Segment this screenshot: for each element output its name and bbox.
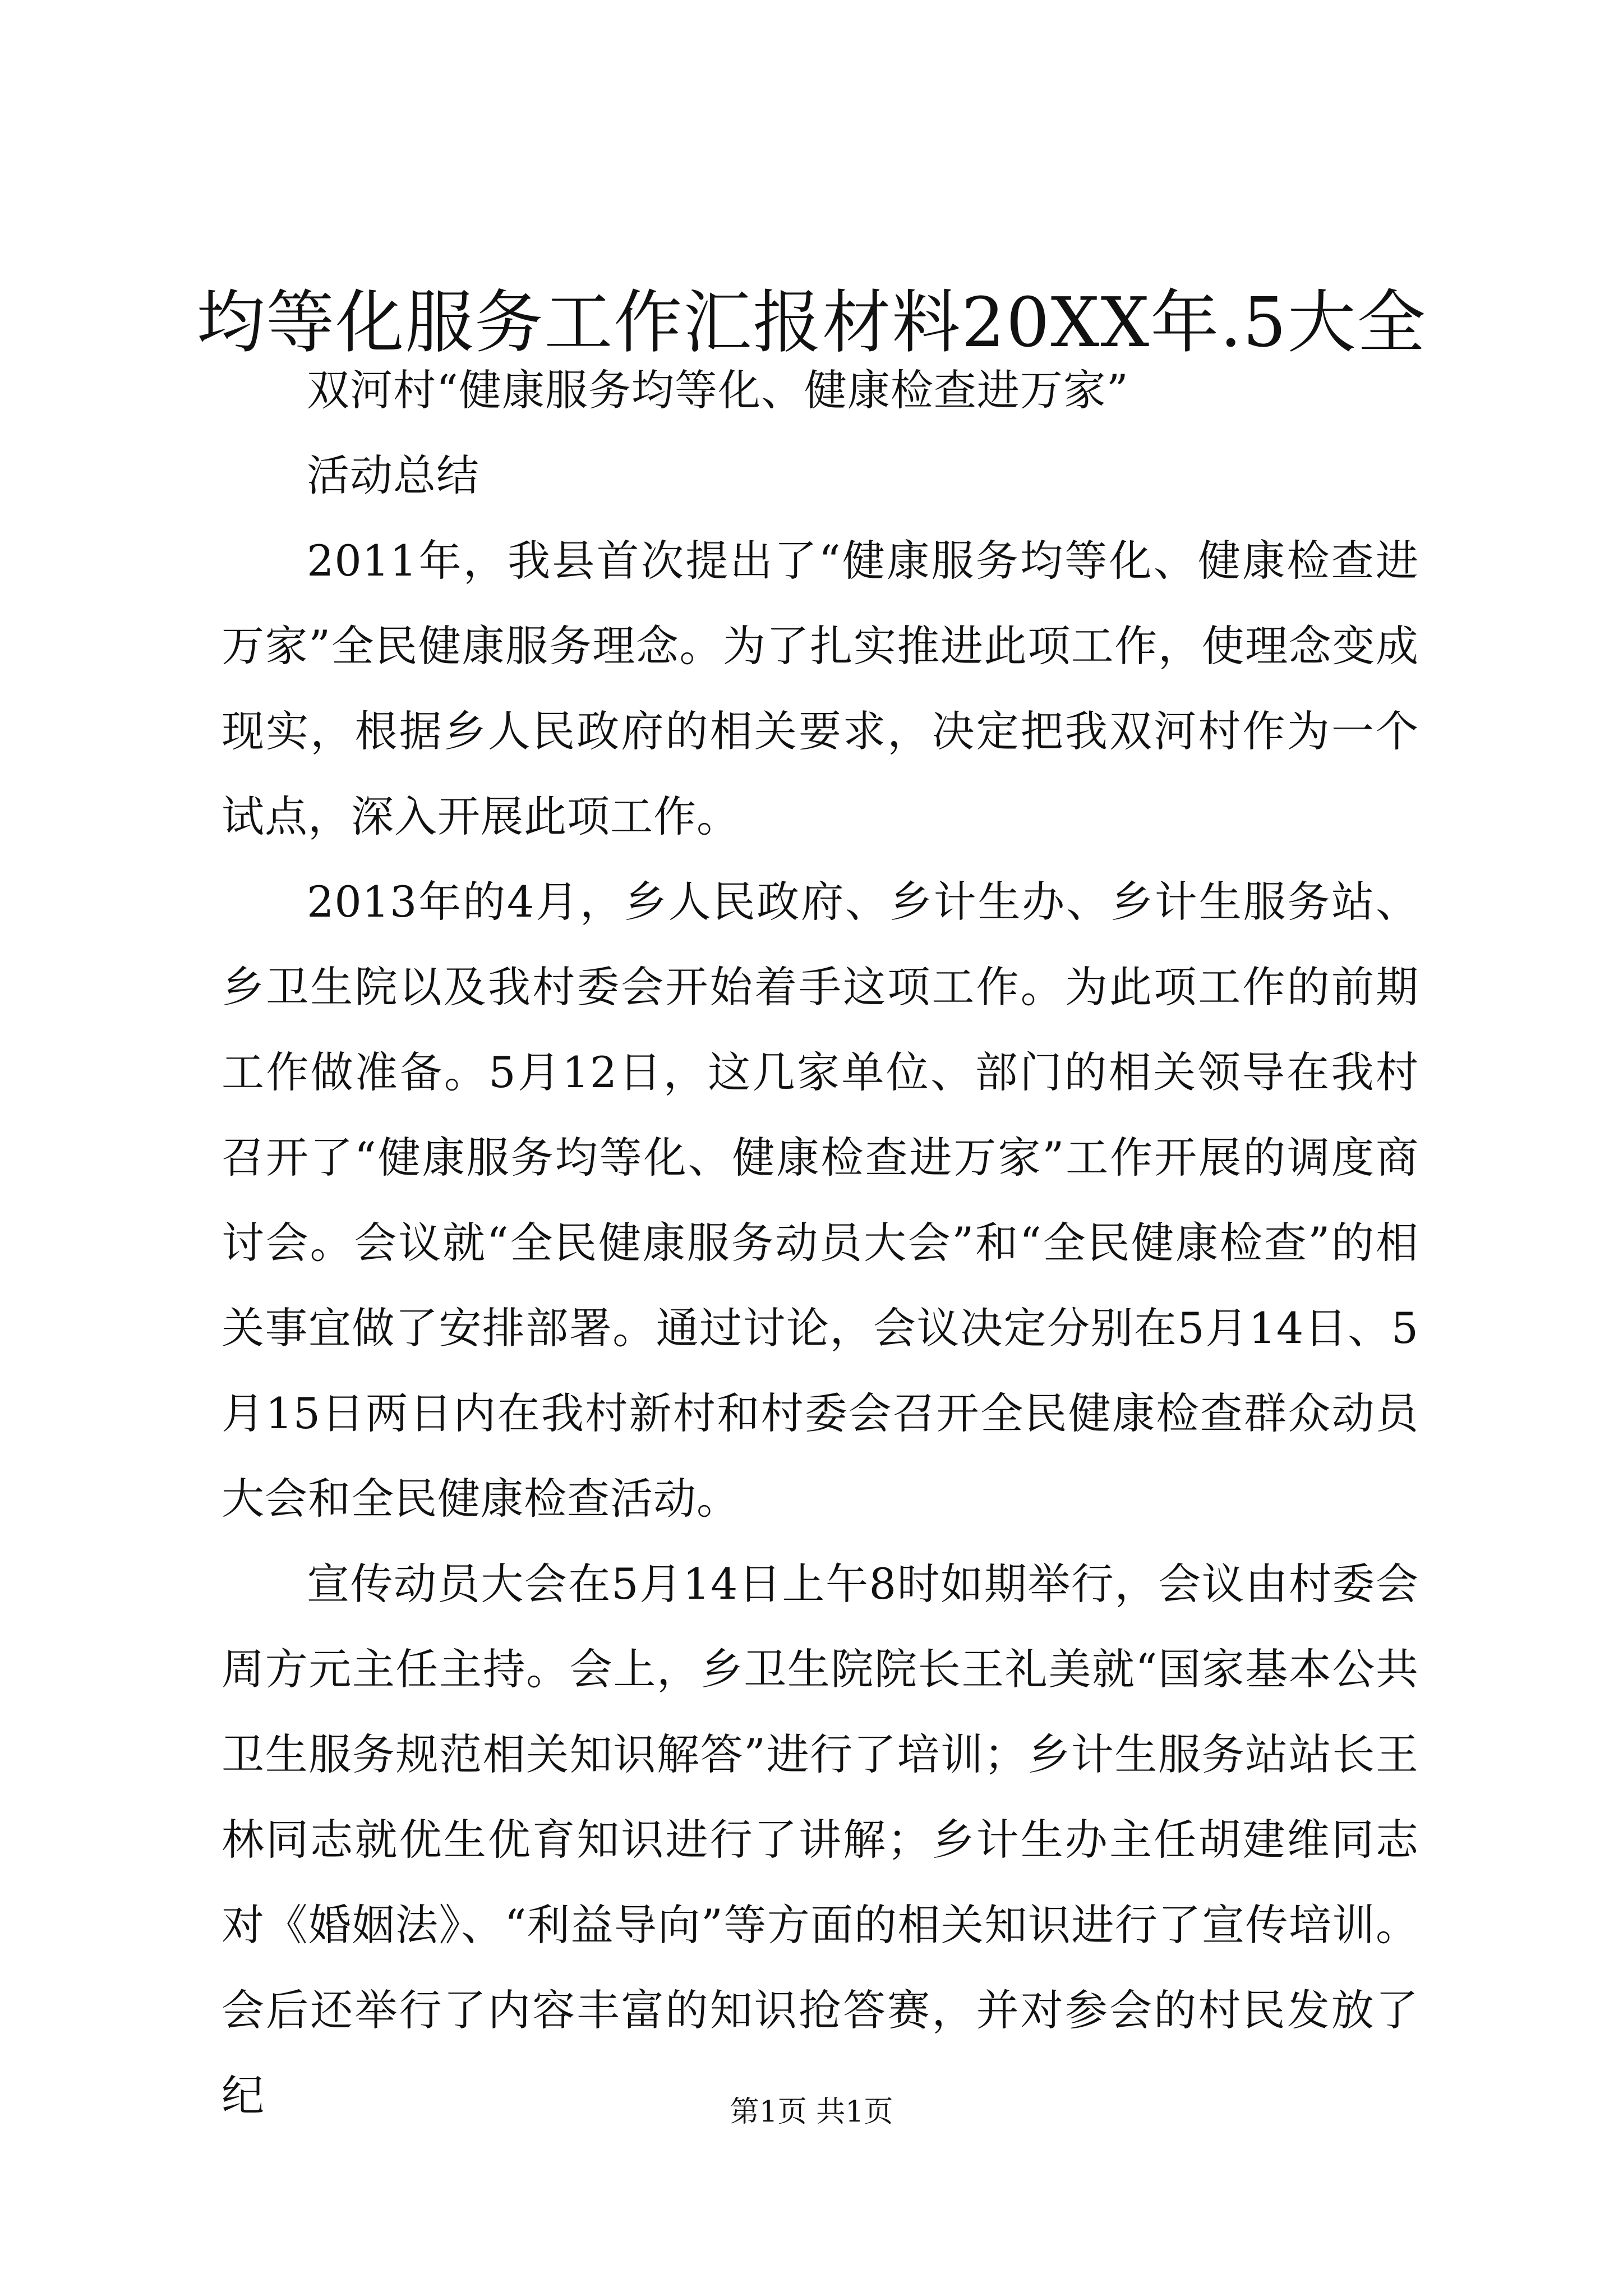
paragraph-preparation: 2013年的4月，乡人民政府、乡计生办、乡计生服务站、乡卫生院以及我村委会开始着手这项工作。为此项工作的前期工作做准备。5月12日，这几家单位、部门的相关领导在我村召开了“健康服务均等化、健康检查进万家”工作开展的调度商讨会。会议就“全民健康服务动员大会”和“全民健康检查”的相关事宜做了安排部署。通过讨论，会议决定分别在5月14日、5月15日两日内在我村新村和村委会召开全民健康检查群众动员大会和全民健康检查活动。 (222, 877, 1419, 1524)
document-title: 均等化服务工作汇报材料20XX年.5大全 (196, 283, 1427, 362)
document-body (222, 348, 1419, 2138)
paragraph-intro: 2011年，我县首次提出了“健康服务均等化、健康检查进万家”全民健康服务理念。为了扎实推进此项工作，使理念变成现实，根据乡人民政府的相关要求，决定把我双河村作为一个试点，深入开展此项工作。 (222, 536, 1419, 841)
page-footer: 第1页 共1页 (730, 2095, 893, 2129)
paragraph-subtitle-line-2: 活动总结 (307, 450, 479, 500)
paragraph-mobilization-meeting: 宣传动员大会在5月14日上午8时如期举行，会议由村委会周方元主任主持。会上，乡卫生院院长王礼美就“国家基本公共卫生服务规范相关知识解答”进行了培训；乡计生服务站站长王林同志就优生优育知识进行了讲解；乡计生办主任胡建维同志对《婚姻法》、“利益导向”等方面的相关知识进行了宣传培训。会后还举行了内容丰富的知识抢答赛，并对参会的村民发放了纪 (222, 1559, 1419, 2120)
paragraph-subtitle-line-1: 双河村“健康服务均等化、健康检查进万家” (307, 365, 1129, 415)
